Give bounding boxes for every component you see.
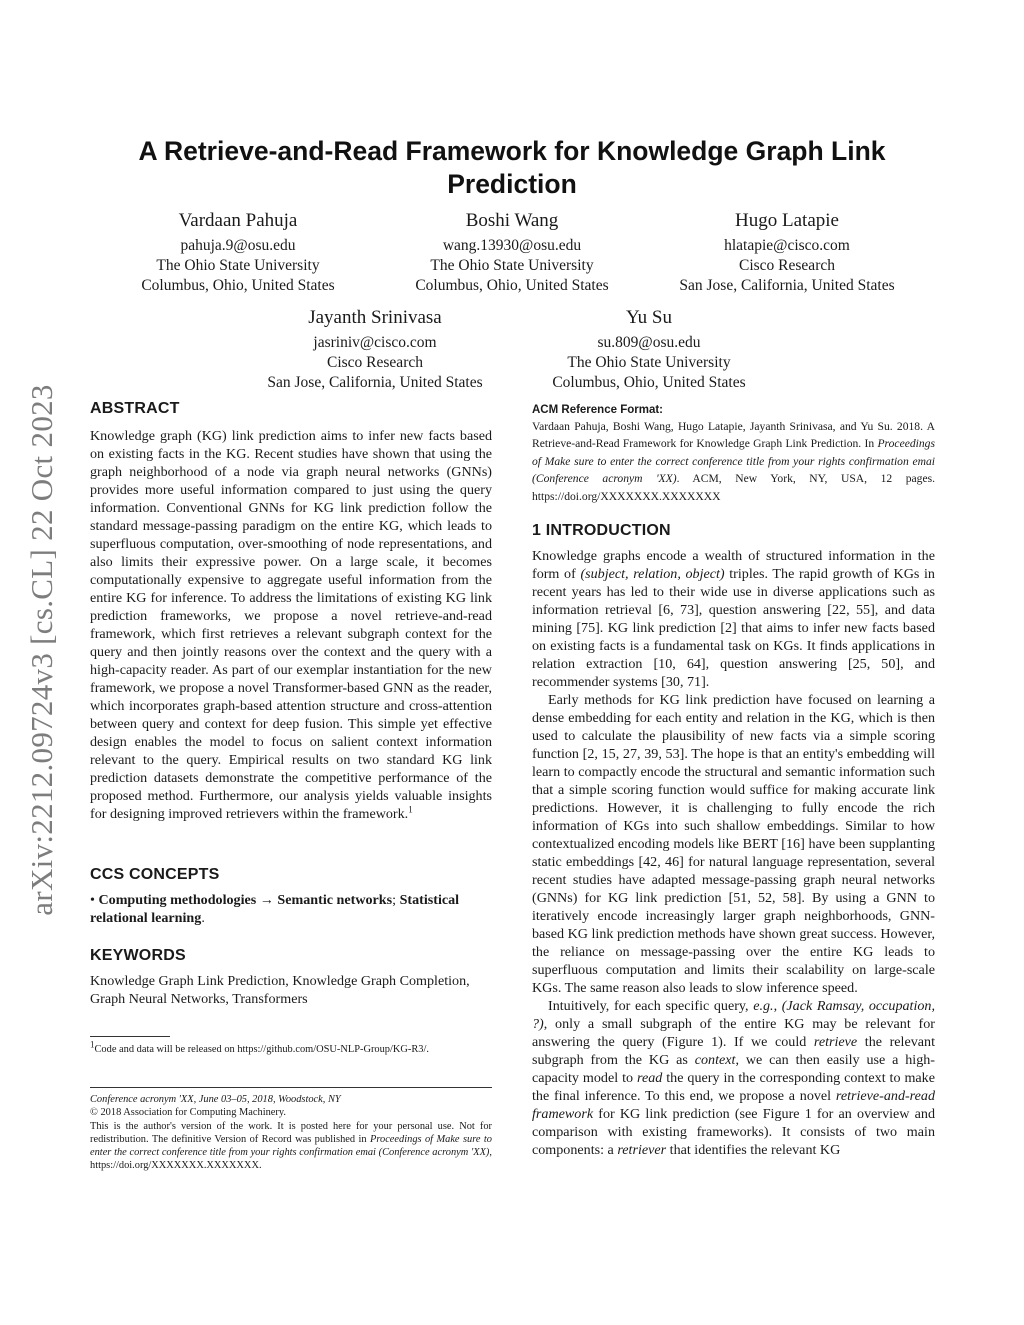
author-block [499,305,799,393]
author-name: Yu Su [626,307,672,328]
abstract-body [90,427,492,823]
author-name: Jayanth Srinivasa [308,307,442,328]
footnote-ref[interactable]: 1 [408,804,413,815]
author-name: Vardaan Pahuja [178,210,298,231]
author-email[interactable]: wang.13930@osu.edu [442,237,582,254]
author-affiliation: The Ohio State University [156,257,320,274]
title-line-1: A Retrieve-and-Read Framework for Knowledge Graph Link [138,136,886,166]
abstract-text: Knowledge graph (KG) link prediction aims to infer new facts based on existing facts in the KG. Recent studies have shown that using the graph neighborhood of a node via graph neural networks (GNNs) provides more useful information compared to just using the query information. Conventional GNNs for KG link prediction follow the standard message-passing paradigm on the entire KG, which leads to superfluous computation, over-smoothing of node representations, and also limits their expressive power. On a large scale, it becomes computationally expensive to aggregate useful information from the entire KG for inference. To address the limitations of existing KG link prediction frameworks, we propose a novel retrieve-and-read framework, which first retrieves a relevant subgraph context for the query and then jointly reasons over the context and the query with a high-capacity reader. As part of our exemplar instantiation for the new framework, we propose a novel Transformer-based GNN as the reader, which incorporates graph-based attention structure and cross-attention between query and context for deep fusion. This simple yet effective design enables the model to focus on salient context information relevant to the query. Empirical results on two standard KG link prediction datasets demonstrate the competitive performance of the proposed method. Furthermore, our analysis yields valuable insights for designing improved retrievers within the framework. [90,428,492,822]
acm-ref-body [532,418,935,505]
version-notice-text: This is the author's version of the work. It is posted here for your personal use. Not for redistribution. The definitive Version of Record was published in [90,1120,492,1145]
ccs-term: Computing methodologies [98,892,257,908]
author-affiliation: The Ohio State University [430,257,594,274]
footnote [90,1039,492,1056]
footnote-rule [90,1036,170,1037]
author-email[interactable]: su.809@osu.edu [597,334,701,351]
intro-body [532,547,935,1159]
keywords-body [90,972,492,1008]
author-block [637,208,937,296]
ccs-bullet: • [90,892,95,908]
author-location: Columbus, Ohio, United States [141,277,335,294]
intro-paragraph-1: Knowledge graphs encode a wealth of structured information in the form of (subject, relation, object) triples. The rapid growth of KGs in recent years has led to their wide use in diverse applications such as information retrieval [6, 73], question answering [22, 55], and data mining [75]. KG link prediction [2] that aims to infer new facts based on existing facts is a fundamental task on KGs. It finds applications in relation extraction [10, 64], question answering [25, 50], and recommender systems [30, 71]. [532,548,935,690]
keywords-heading: KEYWORDS [90,947,186,964]
abstract-heading: ABSTRACT [90,400,180,417]
author-location: San Jose, California, United States [679,277,895,294]
footnote-mark: 1 [90,1039,95,1050]
ccs-term: Semantic networks [277,892,393,908]
author-block [225,305,525,393]
author-location: Columbus, Ohio, United States [552,374,746,391]
acm-ref-heading: ACM Reference Format: [532,404,663,416]
author-block [88,208,388,296]
version-notice [90,1120,492,1173]
ccs-concepts [90,891,492,927]
author-email[interactable]: pahuja.9@osu.edu [180,237,296,254]
copyright-block [90,1093,492,1173]
footnote-text: Code and data will be released on https://github.com/OSU-NLP-Group/KG-R3/. [94,1044,429,1055]
author-name: Hugo Latapie [735,210,839,231]
author-location: Columbus, Ohio, United States [415,277,609,294]
ccs-separator: ; [392,892,397,908]
author-email[interactable]: jasriniv@cisco.com [313,334,437,351]
author-email[interactable]: hlatapie@cisco.com [724,237,850,254]
proceedings-title: Proceedings of Make sure to enter the correct conference title from your rights confirmation emai (Conference acronym 'XX) [90,1133,492,1159]
acm-ref-text: Vardaan Pahuja, Boshi Wang, Hugo Latapie, Jayanth Srinivasa, and Yu Su. 2018. A Retrieve-and-Read Framework for Knowledge Graph Link Prediction. In [532,420,935,451]
author-affiliation: Cisco Research [739,257,835,274]
acm-ref-doi[interactable]: . ACM, New York, NY, USA, 12 pages. https://doi.org/XXXXXXX.XXXXXXX [532,472,936,503]
copyright-rule [90,1087,492,1088]
author-location: San Jose, California, United States [267,374,483,391]
acm-ref-proceedings: Proceedings of Make sure to enter the correct conference title from your rights confirmation emai (Conference acronym 'XX) [532,437,935,486]
author-affiliation: Cisco Research [327,354,423,371]
copyright-line: © 2018 Association for Computing Machinery. [90,1107,286,1119]
paper-title [90,135,934,201]
ccs-term: Statistical relational learning [90,892,460,926]
author-affiliation: The Ohio State University [567,354,731,371]
ccs-end: . [201,910,205,926]
title-line-2: Prediction [447,169,577,199]
keywords-text: Knowledge Graph Link Prediction, Knowledge Graph Completion, Graph Neural Networks, Transformers [90,973,470,1007]
author-name: Boshi Wang [465,210,559,231]
doi-link[interactable]: , https://doi.org/XXXXXXX.XXXXXXX. [90,1147,492,1172]
author-block [362,208,662,296]
intro-heading: 1 INTRODUCTION [532,522,671,539]
conference-line: Conference acronym 'XX, June 03–05, 2018, Woodstock, NY [90,1094,341,1105]
ccs-heading: CCS CONCEPTS [90,866,220,883]
ccs-arrow: → [259,892,274,908]
intro-paragraph-2: Early methods for KG link prediction have focused on learning a dense embedding for each entity and relation in the KG, which is then used to calculate the plausibility of new facts via a simple scoring function [2, 15, 27, 39, 53]. The hope is that an entity's embedding will learn to compactly encode the structural and semantic information such that a simple scoring function would suffice for making accurate link predictions. However, it is challenging to fully encode the rich information of KGs into such shallow embeddings. Similar to how contextualized encoding models like BERT [16] have been supplanting static embeddings [42, 46] for natural language representation, several recent studies have adapted message-passing graph neural networks (GNNs) for KG link prediction [51, 52, 58]. By using a GNN to iteratively encode increasingly larger graph neighborhoods, GNN-based KG link prediction methods have shown great success. However, the reliance on message-passing over the entire KG leads to superfluous computation and limits their scalability on large-scale KGs. The same reason also leads to slow inference speed. [532,692,935,996]
intro-paragraph-3: Intuitively, for each specific query, e.g., (Jack Ramsay, occupation, ?), only a small subgraph of the entire KG may be relevant for answering the query (Figure 1). If we could retrieve the relevant subgraph from the KG as context, we can then easily use a high-capacity model to read the query in the corresponding context to make the final inference. To this end, we propose a novel retrieve-and-read framework for KG link prediction (see Figure 1 for an overview and comparison with existing frameworks). It consists of two main components: a retriever that identifies the relevant KG [532,998,936,1158]
arxiv-id[interactable]: arXiv:2212.09724v3 [cs.CL] 22 Oct 2023 [24,384,59,916]
